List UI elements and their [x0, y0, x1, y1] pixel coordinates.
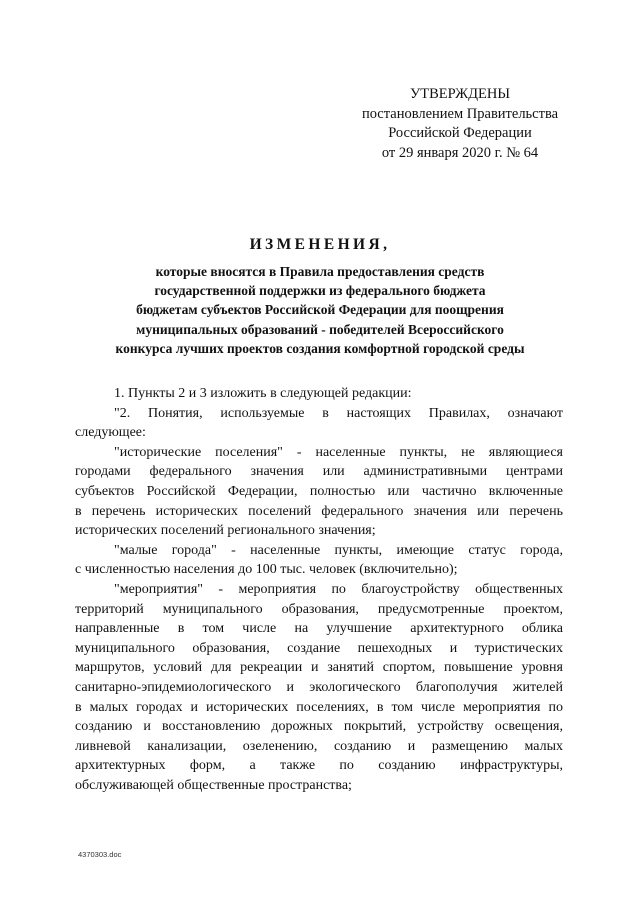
body-line: муниципального образования, создание пешеходных и туристических — [75, 640, 563, 656]
body-line: "малые города" - населенные пункты, имеющие статус города, — [114, 542, 563, 558]
approval-line: Российской Федерации — [388, 125, 532, 141]
body-line: обслуживающей общественные пространства; — [75, 777, 352, 793]
body-line: созданию и восстановлению дорожных покрытий, устройству освещения, — [75, 719, 563, 735]
body-line: ливневой канализации, озеленению, созданию и размещению малых — [75, 738, 563, 754]
subtitle-line: которые вносятся в Правила предоставления средств — [155, 264, 485, 279]
approval-heading: УТВЕРЖДЕНЫ — [409, 86, 511, 102]
body-line: следующее: — [75, 425, 146, 441]
subtitle-line: бюджетам субъектов Российской Федерации для поощрения — [136, 302, 504, 318]
body-line: субъектов Российской Федерации, полностью или частично включенные — [75, 483, 563, 499]
body-line: в малых городах и исторических поселениях, в том числе мероприятия по — [75, 699, 563, 715]
approval-block — [330, 85, 590, 163]
body-line: территорий муниципального образования, предусмотренные проектом, — [75, 601, 563, 617]
body-line: санитарно-эпидемиологического и экологического благополучия жителей — [75, 679, 563, 695]
body-line: направленные в том числе на улучшение архитектурного облика — [75, 621, 563, 637]
body-line: 1. Пункты 2 и 3 изложить в следующей редакции: — [114, 386, 412, 401]
subtitle-line: конкурса лучших проектов создания комфортной городской среды — [115, 340, 525, 356]
body-line: исторических поселений регионального значения; — [75, 523, 376, 539]
body-line: "исторические поселения" - населенные пункты, не являющиеся — [114, 444, 563, 460]
document-title: ИЗМЕНЕНИЯ, — [249, 236, 391, 253]
approval-date-number: от 29 января 2020 г. № 64 — [381, 144, 539, 161]
subtitle-line: муниципальных образований - победителей Всероссийского — [136, 321, 504, 337]
subtitle-line: государственной поддержки из федерального бюджета — [154, 283, 486, 299]
body-line: в перечень исторических поселений федерального значения или перечень — [75, 503, 563, 519]
body-line: городами федерального значения или административными центрами — [75, 464, 563, 480]
approval-line: постановлением Правительства — [361, 105, 559, 122]
body-line: "мероприятия" - мероприятия по благоустройству общественных — [114, 581, 563, 597]
body-line: маршрутов, условий для рекреации и занятий спортом, повышение уровня — [75, 660, 563, 676]
body-line: "2. Понятия, используемые в настоящих Правилах, означают — [114, 405, 563, 421]
footer-filename: 4370303.doc — [78, 850, 122, 859]
body-line: с численностью населения до 100 тыс. человек (включительно); — [75, 562, 458, 578]
document-body — [75, 384, 563, 795]
body-line: архитектурных форм, а также по созданию инфраструктуры, — [75, 758, 563, 774]
document-subtitle — [60, 262, 580, 358]
